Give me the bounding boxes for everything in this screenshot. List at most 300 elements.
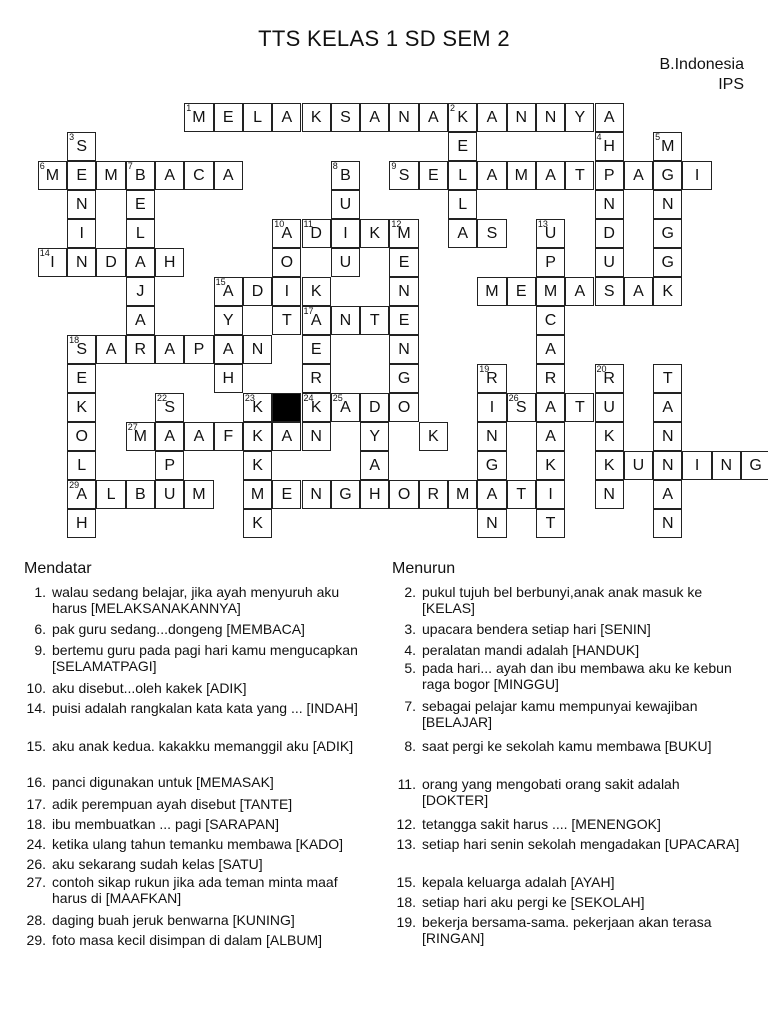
crossword-cell[interactable] — [477, 161, 506, 190]
crossword-cell[interactable] — [536, 422, 565, 451]
crossword-cell[interactable] — [67, 422, 96, 451]
crossword-cell[interactable] — [243, 277, 272, 306]
crossword-cell[interactable] — [360, 393, 389, 422]
cell-letter: E — [310, 340, 322, 358]
crossword-cell[interactable] — [624, 161, 653, 190]
crossword-cell[interactable] — [653, 451, 682, 480]
cell-letter: N — [603, 195, 615, 213]
cell-letter: I — [694, 456, 700, 474]
crossword-cell[interactable] — [302, 277, 331, 306]
cell-letter: M — [133, 427, 147, 445]
clue-number: 26. — [26, 856, 46, 872]
crossword-cell[interactable] — [243, 422, 272, 451]
cell-letter: T — [369, 311, 380, 329]
crossword-cell[interactable] — [302, 103, 331, 132]
cell-letter: K — [252, 456, 263, 474]
cell-letter: A — [545, 166, 556, 184]
crossword-cell[interactable] — [360, 480, 389, 509]
crossword-cell[interactable] — [565, 161, 594, 190]
crossword-cell[interactable] — [126, 335, 155, 364]
clue-number: 18. — [26, 816, 46, 832]
crossword-cell[interactable] — [712, 451, 741, 480]
clue-text: panci digunakan untuk [MEMASAK] — [52, 774, 274, 790]
cell-letter: T — [545, 514, 556, 532]
crossword-cell[interactable] — [331, 103, 360, 132]
cell-letter: D — [603, 224, 615, 242]
crossword-cell[interactable] — [536, 161, 565, 190]
crossword-cell[interactable] — [536, 364, 565, 393]
crossword-cell[interactable] — [448, 480, 477, 509]
cell-letter: K — [310, 108, 322, 126]
cell-letter: E — [398, 311, 410, 329]
crossword-cell[interactable] — [536, 248, 565, 277]
cell-letter: P — [164, 456, 175, 474]
cell-letter: N — [720, 456, 733, 474]
cell-letter: A — [281, 108, 293, 126]
cell-letter: H — [603, 137, 615, 155]
crossword-cell[interactable] — [67, 161, 96, 190]
crossword-cell[interactable] — [536, 306, 565, 335]
crossword-cell[interactable] — [419, 480, 448, 509]
crossword-cell[interactable] — [595, 161, 624, 190]
clue-text: daging buah jeruk benwarna [KUNING] — [52, 912, 295, 928]
clue-text: contoh sikap rukun jika ada teman minta maaf harus di [MAAFKAN] — [52, 874, 338, 906]
crossword-cell[interactable] — [67, 509, 96, 538]
crossword-cell[interactable] — [595, 277, 624, 306]
cell-letter: E — [222, 108, 234, 126]
cell-letter: S — [340, 108, 351, 126]
crossword-cell[interactable] — [214, 422, 243, 451]
cell-letter: Y — [222, 311, 234, 329]
crossword-cell[interactable] — [653, 219, 682, 248]
cell-letter: I — [79, 224, 84, 242]
crossword-cell[interactable] — [477, 451, 506, 480]
crossword-cell[interactable] — [565, 277, 594, 306]
cell-number: 13 — [537, 218, 548, 229]
crossword-cell[interactable] — [360, 451, 389, 480]
cell-letter: K — [457, 108, 468, 126]
cell-letter: E — [515, 282, 527, 300]
crossword-cell[interactable] — [243, 451, 272, 480]
cell-letter: M — [455, 485, 470, 503]
cell-letter: R — [544, 369, 557, 387]
crossword-cell[interactable] — [184, 335, 213, 364]
crossword-cell[interactable] — [67, 335, 96, 364]
cell-number: 25 — [332, 392, 343, 403]
crossword-cell[interactable] — [184, 422, 213, 451]
crossword-cell[interactable] — [272, 248, 301, 277]
cell-letter: A — [222, 282, 234, 300]
crossword-cell[interactable] — [477, 364, 506, 393]
crossword-cell[interactable] — [331, 306, 360, 335]
crossword-cell[interactable] — [389, 248, 418, 277]
crossword-cell[interactable] — [126, 480, 155, 509]
crossword-cell[interactable] — [448, 161, 477, 190]
cell-letter: K — [369, 224, 381, 242]
crossword-cell[interactable] — [389, 103, 418, 132]
crossword-cell[interactable] — [126, 190, 155, 219]
crossword-cell[interactable] — [565, 393, 594, 422]
crossword-cell[interactable] — [302, 335, 331, 364]
crossword-cell[interactable] — [126, 248, 155, 277]
crossword-cell[interactable] — [155, 451, 184, 480]
cell-letter: A — [662, 485, 674, 503]
crossword-cell[interactable] — [507, 161, 536, 190]
cell-letter: H — [75, 514, 88, 532]
crossword-cell[interactable] — [302, 219, 331, 248]
crossword-cell[interactable] — [302, 306, 331, 335]
cell-letter: U — [544, 224, 557, 242]
cell-letter: R — [486, 369, 498, 387]
clue-number: 18. — [396, 894, 416, 910]
crossword-cell[interactable] — [389, 480, 418, 509]
cell-letter: A — [310, 311, 322, 329]
cell-letter: I — [489, 398, 495, 416]
crossword-cell[interactable] — [38, 248, 67, 277]
cell-number: 14 — [39, 247, 50, 258]
crossword-cell[interactable] — [360, 306, 389, 335]
cell-number: 12 — [391, 218, 402, 229]
cell-letter: A — [633, 166, 644, 184]
cell-number: 2 — [450, 102, 456, 113]
crossword-cell[interactable] — [653, 248, 682, 277]
cell-letter: M — [192, 485, 206, 503]
cell-letter: N — [310, 427, 322, 445]
crossword-cell[interactable] — [477, 219, 506, 248]
cell-letter: E — [457, 137, 468, 155]
crossword-cell[interactable] — [595, 393, 624, 422]
cell-letter: R — [134, 340, 147, 358]
crossword-cell[interactable] — [126, 277, 155, 306]
cell-number: 5 — [655, 131, 661, 142]
crossword-cell[interactable] — [448, 103, 477, 132]
crossword-cell[interactable] — [272, 422, 301, 451]
cell-number: 8 — [332, 160, 338, 171]
cell-letter: E — [398, 253, 410, 271]
crossword-cell[interactable] — [272, 480, 301, 509]
crossword-cell[interactable] — [595, 364, 624, 393]
cell-letter: A — [340, 398, 351, 416]
cell-letter: I — [694, 166, 700, 184]
crossword-cell[interactable] — [653, 161, 682, 190]
crossword-cell[interactable] — [653, 509, 682, 538]
crossword-cell[interactable] — [155, 248, 184, 277]
crossword-cell[interactable] — [67, 190, 96, 219]
crossword-cell[interactable] — [67, 451, 96, 480]
cell-number: 1 — [186, 102, 192, 113]
cell-letter: A — [105, 340, 117, 358]
crossword-cell[interactable] — [155, 335, 184, 364]
cell-letter: S — [486, 224, 498, 242]
cell-letter: Y — [574, 108, 586, 126]
crossword-cell[interactable] — [302, 480, 331, 509]
crossword-cell[interactable] — [389, 277, 418, 306]
cell-letter: I — [284, 282, 290, 300]
crossword-cell[interactable] — [653, 277, 682, 306]
crossword-cell[interactable] — [184, 480, 213, 509]
clue-text: ibu membuatkan ... pagi [SARAPAN] — [52, 816, 279, 832]
clue-number: 19. — [396, 914, 416, 930]
crossword-cell[interactable] — [536, 393, 565, 422]
crossword-cell[interactable] — [477, 422, 506, 451]
cell-letter: I — [548, 485, 553, 503]
cell-letter: A — [486, 166, 498, 184]
cell-letter: E — [76, 166, 88, 184]
crossword-cell[interactable] — [448, 219, 477, 248]
cell-letter: G — [397, 369, 411, 387]
crossword-cell[interactable] — [243, 335, 272, 364]
cell-letter: A — [135, 311, 146, 329]
cell-letter: A — [222, 166, 234, 184]
crossword-cell[interactable] — [331, 480, 360, 509]
clue-number: 7. — [404, 698, 416, 714]
crossword-cell[interactable] — [126, 422, 155, 451]
crossword-cell[interactable] — [214, 364, 243, 393]
crossword-cell[interactable] — [331, 161, 360, 190]
crossword-cell[interactable] — [419, 161, 448, 190]
cell-number: 4 — [596, 131, 602, 142]
crossword-cell[interactable] — [67, 393, 96, 422]
crossword-cell[interactable] — [214, 103, 243, 132]
clue-text: walau sedang belajar, jika ayah menyuruh aku harus [MELAKSANAKANNYA] — [52, 584, 340, 616]
crossword-cell[interactable] — [331, 190, 360, 219]
crossword-cell[interactable] — [477, 480, 506, 509]
crossword-cell[interactable] — [536, 509, 565, 538]
crossword-cell[interactable] — [302, 364, 331, 393]
crossword-cell[interactable] — [184, 103, 213, 132]
crossword-cell[interactable] — [272, 103, 301, 132]
crossword-cell[interactable] — [155, 480, 184, 509]
crossword-cell[interactable] — [331, 393, 360, 422]
cell-letter: K — [603, 456, 615, 474]
crossword-cell[interactable] — [126, 161, 155, 190]
crossword-cell[interactable] — [653, 190, 682, 219]
crossword-cell[interactable] — [595, 451, 624, 480]
crossword-cell[interactable] — [741, 451, 768, 480]
crossword-cell[interactable] — [67, 219, 96, 248]
crossword-cell[interactable] — [96, 335, 125, 364]
crossword-cell[interactable] — [360, 103, 389, 132]
cell-letter: L — [458, 166, 468, 184]
cell-letter: S — [603, 282, 615, 300]
crossword-cell[interactable] — [155, 393, 184, 422]
cell-letter: A — [281, 224, 293, 242]
crossword-cell[interactable] — [67, 364, 96, 393]
crossword-cell[interactable] — [653, 132, 682, 161]
crossword-cell[interactable] — [477, 393, 506, 422]
cell-letter: M — [250, 485, 265, 503]
cell-letter: A — [164, 427, 175, 445]
crossword-cell[interactable] — [536, 480, 565, 509]
crossword-cell[interactable] — [272, 219, 301, 248]
crossword-cell[interactable] — [536, 277, 565, 306]
crossword-cell[interactable] — [419, 422, 448, 451]
crossword-cell[interactable] — [360, 219, 389, 248]
cell-number: 11 — [303, 218, 313, 229]
cell-number: 7 — [127, 160, 133, 171]
cell-letter: E — [428, 166, 439, 184]
crossword-cell[interactable] — [96, 248, 125, 277]
crossword-cell[interactable] — [507, 103, 536, 132]
crossword-cell[interactable] — [448, 132, 477, 161]
crossword-cell[interactable] — [653, 480, 682, 509]
cell-letter: K — [662, 282, 674, 300]
clue-text: bekerja bersama-sama. pekerjaan akan terasa [RINGAN] — [422, 914, 712, 946]
crossword-cell[interactable] — [595, 190, 624, 219]
crossword-cell[interactable] — [389, 219, 418, 248]
cell-letter: U — [339, 195, 352, 213]
cell-letter: K — [603, 427, 615, 445]
clue-text: pada hari... ayah dan ibu membawa aku ke kebun raga bogor [MINGGU] — [422, 660, 732, 692]
crossword-cell[interactable] — [96, 161, 125, 190]
cell-number: 6 — [39, 160, 45, 171]
crossword-cell[interactable] — [214, 277, 243, 306]
crossword-cell[interactable] — [595, 103, 624, 132]
crossword-cell[interactable] — [243, 393, 272, 422]
cell-letter: B — [135, 485, 146, 503]
clue-text: aku disebut...oleh kakek [ADIK] — [52, 680, 247, 696]
crossword-cell[interactable] — [565, 103, 594, 132]
crossword-cell[interactable] — [477, 509, 506, 538]
crossword-cell[interactable] — [67, 132, 96, 161]
crossword-cell[interactable] — [653, 364, 682, 393]
crossword-cell[interactable] — [682, 451, 711, 480]
clue-text: pak guru sedang...dongeng [MEMBACA] — [52, 621, 305, 637]
cell-letter: E — [76, 369, 88, 387]
clue-text: peralatan mandi adalah [HANDUK] — [422, 642, 640, 658]
crossword-cell[interactable] — [448, 190, 477, 219]
cell-number: 18 — [69, 334, 80, 345]
crossword-cell[interactable] — [155, 161, 184, 190]
clue-text: setiap hari senin sekolah mengadakan [UPACARA] — [422, 836, 740, 852]
clue-text: orang yang mengobati orang sakit adalah [DOKTER] — [422, 776, 680, 808]
crossword-cell[interactable] — [126, 306, 155, 335]
crossword-cell[interactable] — [243, 480, 272, 509]
crossword-cell[interactable] — [243, 509, 272, 538]
crossword-cell[interactable] — [184, 161, 213, 190]
crossword-cell[interactable] — [389, 306, 418, 335]
crossword-cell[interactable] — [595, 422, 624, 451]
crossword-cell[interactable] — [653, 393, 682, 422]
crossword-cell[interactable] — [536, 451, 565, 480]
cell-letter: L — [253, 108, 262, 126]
crossword-cell[interactable] — [155, 422, 184, 451]
cell-letter: D — [310, 224, 322, 242]
crossword-cell[interactable] — [595, 248, 624, 277]
crossword-cell[interactable] — [243, 103, 272, 132]
crossword-cell[interactable] — [477, 103, 506, 132]
crossword-cell[interactable] — [360, 422, 389, 451]
crossword-cell[interactable] — [302, 422, 331, 451]
crossword-cell[interactable] — [682, 161, 711, 190]
cell-letter: G — [661, 253, 674, 271]
crossword-cell[interactable] — [389, 393, 418, 422]
down-heading: Menurun — [392, 560, 456, 577]
cell-letter: R — [603, 369, 615, 387]
crossword-cell[interactable] — [477, 277, 506, 306]
cell-number: 26 — [508, 392, 519, 403]
cell-letter: S — [164, 398, 175, 416]
cell-number: 17 — [303, 305, 314, 316]
crossword-cell[interactable] — [126, 219, 155, 248]
clue-text: saat pergi ke sekolah kamu membawa [BUKU] — [422, 738, 712, 754]
clue-text: sebagai pelajar kamu mempunyai kewajiban [BELAJAR] — [422, 698, 698, 730]
cell-letter: A — [486, 485, 498, 503]
clue-text: setiap hari aku pergi ke [SEKOLAH] — [422, 894, 645, 910]
crossword-cell[interactable] — [331, 248, 360, 277]
crossword-cell[interactable] — [595, 219, 624, 248]
crossword-cell[interactable] — [624, 451, 653, 480]
clue-text: puisi adalah rangkalan kata kata yang ... [INDAH] — [52, 700, 358, 716]
cell-number: 29 — [69, 479, 80, 490]
cell-letter: A — [164, 166, 175, 184]
crossword-cell[interactable] — [389, 335, 418, 364]
clue-text: pukul tujuh bel berbunyi,anak anak masuk ke [KELAS] — [422, 584, 703, 616]
crossword-cell[interactable] — [624, 277, 653, 306]
cell-letter: I — [50, 253, 55, 271]
cell-letter: N — [398, 340, 410, 358]
crossword-cell[interactable] — [536, 103, 565, 132]
clue-text: bertemu guru pada pagi hari kamu mengucapkan [SELAMATPAGI] — [52, 642, 358, 674]
crossword-cell[interactable] — [507, 277, 536, 306]
crossword-cell[interactable] — [214, 306, 243, 335]
crossword-cell[interactable] — [67, 248, 96, 277]
clue-number: 8. — [404, 738, 416, 754]
crossword-cell[interactable] — [536, 335, 565, 364]
crossword-cell[interactable] — [536, 219, 565, 248]
cell-letter: O — [280, 253, 294, 271]
crossword-cell[interactable] — [595, 480, 624, 509]
cell-letter: L — [135, 224, 145, 242]
cell-number: 9 — [391, 160, 397, 171]
crossword-cell[interactable] — [595, 132, 624, 161]
cell-letter: N — [603, 485, 615, 503]
crossword-cell[interactable] — [272, 277, 301, 306]
cell-letter: U — [603, 253, 615, 271]
crossword-cell[interactable] — [653, 422, 682, 451]
crossword-cell[interactable] — [38, 161, 67, 190]
cell-letter: A — [603, 108, 615, 126]
cell-letter: A — [369, 456, 381, 474]
cell-letter: G — [749, 456, 762, 474]
crossword-cell[interactable] — [419, 103, 448, 132]
clue-text: aku sekarang sudah kelas [SATU] — [52, 856, 263, 872]
cell-number: 20 — [596, 363, 607, 374]
crossword-cell[interactable] — [389, 161, 418, 190]
crossword-cell[interactable] — [67, 480, 96, 509]
crossword-cell[interactable] — [272, 306, 301, 335]
cell-number: 19 — [479, 363, 490, 374]
cell-number: 3 — [69, 131, 75, 142]
clue-number: 9. — [34, 642, 46, 658]
crossword-cell[interactable] — [96, 480, 125, 509]
crossword-cell[interactable] — [214, 335, 243, 364]
crossword-cell[interactable] — [507, 393, 536, 422]
page-title: TTS KELAS 1 SD SEM 2 — [258, 26, 510, 51]
crossword-cell[interactable] — [331, 219, 360, 248]
cell-letter: A — [76, 485, 88, 503]
cell-letter: K — [252, 398, 263, 416]
cell-letter: A — [135, 253, 146, 271]
crossword-cell[interactable] — [389, 364, 418, 393]
crossword-cell[interactable] — [507, 480, 536, 509]
clue-number: 2. — [404, 584, 416, 600]
cell-letter: K — [310, 282, 322, 300]
cell-letter: N — [310, 485, 322, 503]
cell-letter: H — [163, 253, 176, 271]
crossword-cell[interactable] — [302, 393, 331, 422]
crossword-cell[interactable] — [214, 161, 243, 190]
